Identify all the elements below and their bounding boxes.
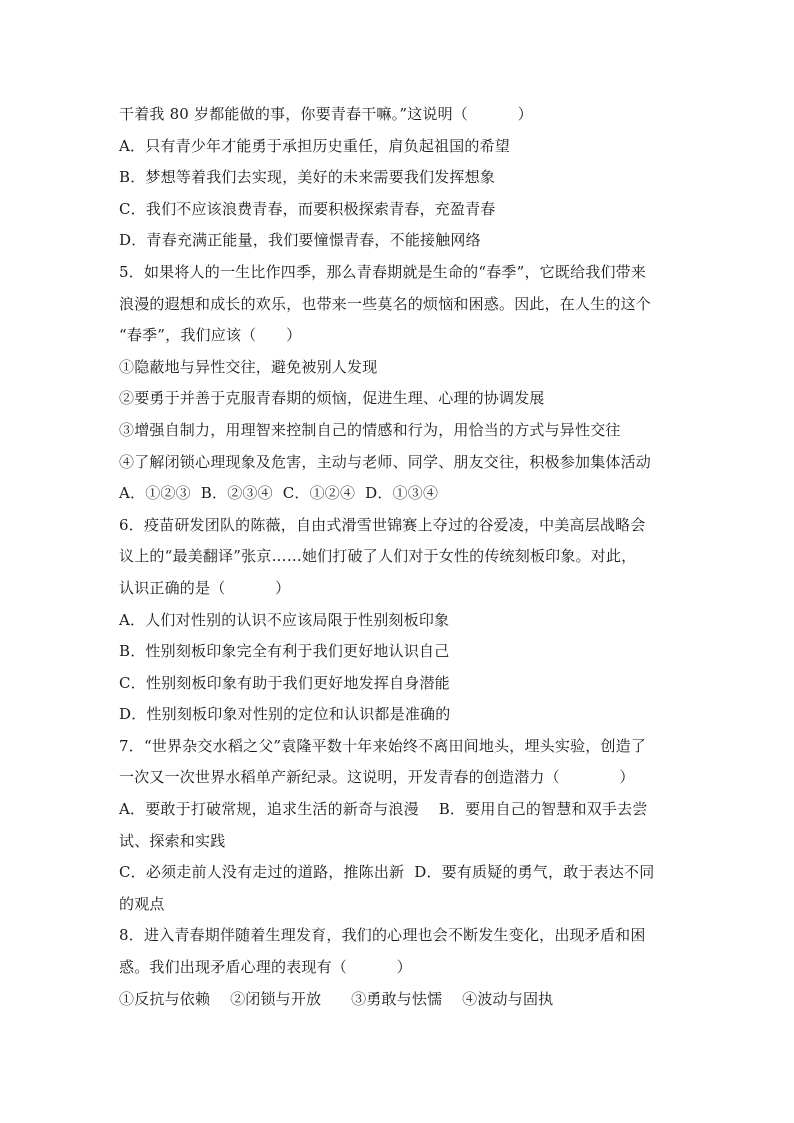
option-line: A．人们对性别的认识不应该局限于性别刻板印象 (119, 610, 450, 629)
option-line: A．①②③ B．②③④ C．①②④ D．①③④ (119, 484, 439, 503)
question-8-line: 8．进入青春期伴随着生理发育，我们的心理也会不断发生变化，出现矛盾和困 (119, 926, 646, 945)
question-6-line: 认识正确的是（ ） (119, 578, 291, 597)
option-line: C．性别刻板印象有助于我们更好地发挥自身潜能 (119, 673, 450, 692)
statement-line: ①隐蔽地与异性交往，避免被别人发现 (119, 357, 378, 376)
option-line: C．必须走前人没有走过的道路，推陈出新 D．要有质疑的勇气，敢于表达不同 (119, 863, 655, 882)
question-7-line: 一次又一次世界水稻单产新纪录。这说明，开发青春的创造潜力（ ） (119, 768, 635, 787)
statement-line: ①反抗与依赖 ②闭锁与开放 ③勇敢与怯懦 ④波动与固执 (119, 989, 554, 1008)
statement-line: ④了解闭锁心理现象及危害，主动与老师、同学、朋友交往，积极参加集体活动 (119, 452, 652, 471)
question-5-line: 5．如果将人的一生比作四季，那么青春期就是生命的“春季”，它既给我们带来 (119, 262, 647, 281)
option-line: B．梦想等着我们去实现，美好的未来需要我们发挥想象 (119, 168, 496, 187)
option-line: B．性别刻板印象完全有利于我们更好地认识自己 (119, 642, 450, 661)
option-line: 试、探索和实践 (119, 831, 226, 850)
question-6-line: 议上的“最美翻译”张京……她们打破了人们对于女性的传统刻板印象。对此， (119, 547, 637, 566)
question-5-line: “春季”，我们应该（ ） (119, 326, 302, 345)
option-line: D．青春充满正能量，我们要憧憬青春，不能接触网络 (119, 231, 481, 250)
option-line: A．要敢于打破常规，追求生活的新奇与浪漫 B．要用自己的智慧和双手去尝 (119, 800, 648, 819)
option-line: D．性别刻板印象对性别的定位和认识都是准确的 (119, 705, 451, 724)
text-line: 干着我 80 岁都能做的事，你要青春干嘛。”这说明（ ） (119, 105, 533, 123)
document-body (119, 99, 679, 1015)
question-5-line: 浪漫的遐想和成长的欢乐，也带来一些莫名的烦恼和困惑。因此，在人生的这个 (119, 294, 652, 313)
question-8-line: 惑。我们出现矛盾心理的表现有（ ） (119, 958, 412, 977)
option-line: C．我们不应该浪费青春，而要积极探索青春，充盈青春 (119, 199, 496, 218)
statement-line: ③增强自制力，用理智来控制自己的情感和行为，用恰当的方式与异性交往 (119, 420, 621, 439)
statement-line: ②要勇于并善于克服青春期的烦恼，促进生理、心理的协调发展 (119, 389, 545, 408)
option-line: A．只有青少年才能勇于承担历史重任，肩负起祖国的希望 (119, 136, 511, 155)
question-7-line: 7．“世界杂交水稻之父”袁隆平数十年来始终不离田间地头，埋头实验，创造了 (119, 736, 647, 755)
option-line: 的观点 (119, 894, 165, 913)
question-6-line: 6．疫苗研发团队的陈薇，自由式滑雪世锦赛上夺过的谷爱凌，中美高层战略会 (119, 515, 646, 534)
